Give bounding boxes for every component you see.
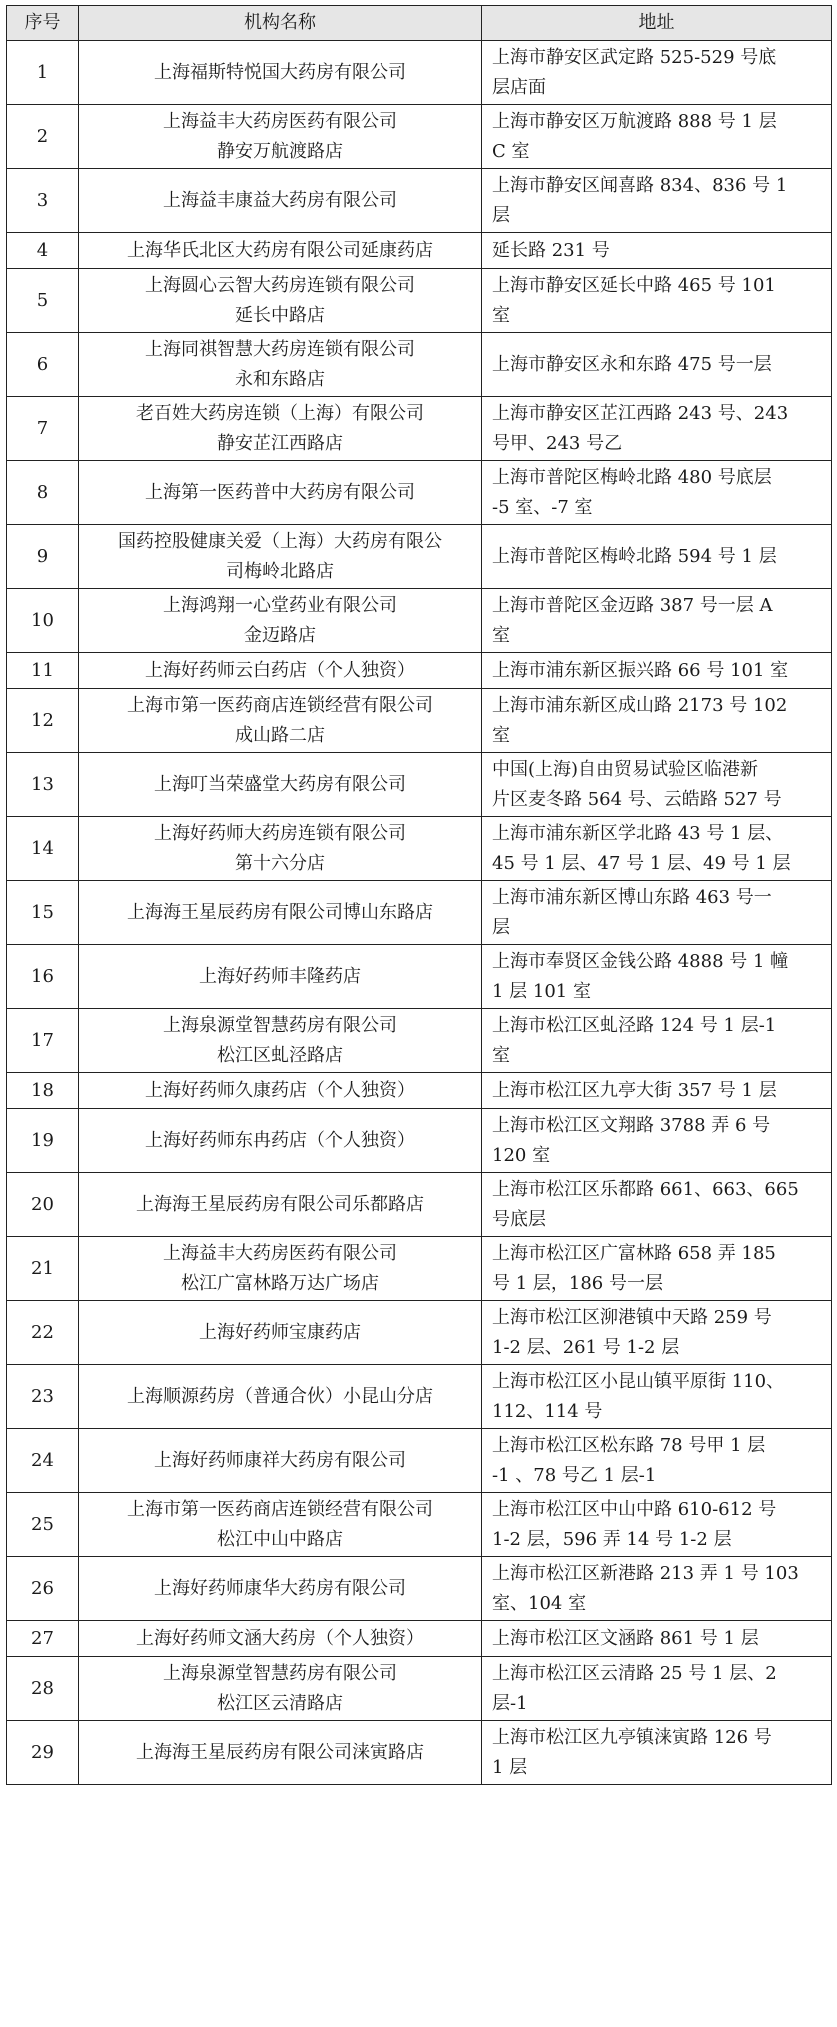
institution-name	[79, 753, 482, 817]
table-body	[7, 41, 832, 1785]
table-row	[7, 945, 832, 1009]
row-number: 13	[7, 753, 79, 817]
institution-name-line: 延长中路店	[235, 304, 325, 326]
row-number: 29	[7, 1721, 79, 1785]
institution-name-line: 上海鸿翔一心堂药业有限公司	[163, 594, 397, 616]
institution-name-line: 上海好药师云白药店（个人独资）	[145, 659, 415, 681]
row-number: 6	[7, 333, 79, 397]
institution-name-line: 金迈路店	[244, 624, 316, 646]
header-no: 序号	[7, 6, 79, 41]
address-line: 上海市松江区九亭镇涞寅路 126 号	[492, 1726, 772, 1748]
table-row	[7, 1009, 832, 1073]
address	[482, 1657, 832, 1721]
address	[482, 169, 832, 233]
table-row	[7, 233, 832, 269]
table-row	[7, 753, 832, 817]
address	[482, 817, 832, 881]
institution-name	[79, 525, 482, 589]
address-line: 上海市普陀区梅岭北路 594 号 1 层	[492, 545, 777, 567]
address-line: 上海市静安区芷江西路 243 号、243	[492, 402, 789, 424]
address-line: 上海市奉贤区金钱公路 4888 号 1 幢	[492, 950, 789, 972]
institution-name	[79, 817, 482, 881]
address-line: 上海市松江区虬泾路 124 号 1 层-1	[492, 1014, 777, 1036]
institution-name-line: 上海海王星辰药房有限公司涞寅路店	[136, 1741, 424, 1763]
table-row	[7, 1237, 832, 1301]
table-row	[7, 1657, 832, 1721]
institution-name-line: 上海第一医药普中大药房有限公司	[145, 481, 415, 503]
institution-name	[79, 169, 482, 233]
institution-name-line: 第十六分店	[235, 852, 325, 874]
row-number: 26	[7, 1557, 79, 1621]
institution-name-line: 上海海王星辰药房有限公司乐都路店	[136, 1193, 424, 1215]
institution-name-line: 上海好药师丰隆药店	[199, 965, 361, 987]
address	[482, 689, 832, 753]
institution-name-line: 上海好药师大药房连锁有限公司	[154, 822, 406, 844]
row-number: 25	[7, 1493, 79, 1557]
address-line: 中国(上海)自由贸易试验区临港新	[492, 758, 759, 780]
row-number: 5	[7, 269, 79, 333]
address	[482, 1073, 832, 1109]
institution-name-line: 上海益丰康益大药房有限公司	[163, 189, 397, 211]
row-number: 15	[7, 881, 79, 945]
institution-name-line: 上海好药师久康药店（个人独资）	[145, 1079, 415, 1101]
table-row	[7, 1109, 832, 1173]
institution-name-line: 上海福斯特悦国大药房有限公司	[154, 61, 406, 83]
row-number: 22	[7, 1301, 79, 1365]
institution-name-line: 松江区云清路店	[217, 1692, 343, 1714]
address-line: 室、104 室	[492, 1592, 587, 1614]
address	[482, 945, 832, 1009]
address-line: 1-2 层，596 弄 14 号 1-2 层	[492, 1528, 732, 1550]
address-line: 上海市松江区广富林路 658 弄 185	[492, 1242, 776, 1264]
table-row	[7, 589, 832, 653]
institution-name	[79, 1301, 482, 1365]
address-line: 上海市静安区延长中路 465 号 101	[492, 274, 776, 296]
address	[482, 233, 832, 269]
address-line: 上海市静安区万航渡路 888 号 1 层	[492, 110, 777, 132]
address-line: 上海市静安区永和东路 475 号一层	[492, 353, 772, 375]
address	[482, 1301, 832, 1365]
institution-name-line: 静安万航渡路店	[217, 140, 343, 162]
institution-name	[79, 1009, 482, 1073]
institution-name	[79, 461, 482, 525]
address-line: 号甲、243 号乙	[492, 432, 623, 454]
institution-name	[79, 269, 482, 333]
institution-name-line: 上海市第一医药商店连锁经营有限公司	[127, 694, 433, 716]
address-line: 上海市松江区文翔路 3788 弄 6 号	[492, 1114, 771, 1136]
row-number: 17	[7, 1009, 79, 1073]
row-number: 12	[7, 689, 79, 753]
address	[482, 881, 832, 945]
row-number: 14	[7, 817, 79, 881]
institution-name	[79, 1237, 482, 1301]
row-number: 7	[7, 397, 79, 461]
table-row	[7, 1721, 832, 1785]
address	[482, 1237, 832, 1301]
address	[482, 753, 832, 817]
row-number: 3	[7, 169, 79, 233]
address-line: 片区麦冬路 564 号、云皓路 527 号	[492, 788, 782, 810]
institution-name-line: 上海益丰大药房医药有限公司	[163, 110, 397, 132]
address	[482, 653, 832, 689]
row-number: 16	[7, 945, 79, 1009]
table-row	[7, 169, 832, 233]
address-line: 上海市松江区文涵路 861 号 1 层	[492, 1627, 759, 1649]
institution-name-line: 上海好药师文涵大药房（个人独资）	[136, 1627, 424, 1649]
address-line: 112、114 号	[492, 1400, 603, 1422]
row-number: 18	[7, 1073, 79, 1109]
address-line: 层店面	[492, 76, 546, 98]
institution-name-line: 上海顺源药房（普通合伙）小昆山分店	[127, 1385, 433, 1407]
institution-name-line: 永和东路店	[235, 368, 325, 390]
institution-name	[79, 1073, 482, 1109]
institution-name-line: 上海市第一医药商店连锁经营有限公司	[127, 1498, 433, 1520]
institution-name	[79, 1173, 482, 1237]
institution-name-line: 成山路二店	[235, 724, 325, 746]
institution-name	[79, 1429, 482, 1493]
table-row	[7, 1301, 832, 1365]
row-number: 19	[7, 1109, 79, 1173]
address-line: 上海市浦东新区成山路 2173 号 102	[492, 694, 788, 716]
address-line: 上海市松江区泖港镇中天路 259 号	[492, 1306, 772, 1328]
table-row	[7, 105, 832, 169]
header-address: 地址	[482, 6, 832, 41]
address-line: 上海市松江区九亭大街 357 号 1 层	[492, 1079, 777, 1101]
address-line: 号底层	[492, 1208, 546, 1230]
row-number: 21	[7, 1237, 79, 1301]
address	[482, 1621, 832, 1657]
address-line: 120 室	[492, 1144, 551, 1166]
table-row	[7, 41, 832, 105]
address-line: 层-1	[492, 1692, 528, 1714]
address-line: 1 层 101 室	[492, 980, 591, 1002]
institution-name	[79, 1621, 482, 1657]
row-number: 23	[7, 1365, 79, 1429]
institution-name-line: 上海叮当荣盛堂大药房有限公司	[154, 773, 406, 795]
address-line: 上海市松江区乐都路 661、663、665	[492, 1178, 799, 1200]
address-line: 1-2 层、261 号 1-2 层	[492, 1336, 680, 1358]
table-row	[7, 689, 832, 753]
institution-name	[79, 105, 482, 169]
address-line: 层	[492, 204, 510, 226]
table-row	[7, 333, 832, 397]
address	[482, 105, 832, 169]
row-number: 11	[7, 653, 79, 689]
institution-name-line: 上海华氏北区大药房有限公司延康药店	[127, 239, 433, 261]
address	[482, 41, 832, 105]
institution-name-line: 上海好药师宝康药店	[199, 1321, 361, 1343]
address	[482, 1365, 832, 1429]
address	[482, 1557, 832, 1621]
address	[482, 1493, 832, 1557]
institution-name-line: 松江区虬泾路店	[217, 1044, 343, 1066]
address	[482, 269, 832, 333]
address	[482, 333, 832, 397]
institution-name-line: 上海圆心云智大药房连锁有限公司	[145, 274, 415, 296]
table-row	[7, 881, 832, 945]
institution-name	[79, 689, 482, 753]
address-line: 45 号 1 层、47 号 1 层、49 号 1 层	[492, 852, 791, 874]
row-number: 20	[7, 1173, 79, 1237]
institution-name	[79, 945, 482, 1009]
institution-name-line: 上海好药师东冉药店（个人独资）	[145, 1129, 415, 1151]
row-number: 1	[7, 41, 79, 105]
address-line: 层	[492, 916, 510, 938]
table-row	[7, 653, 832, 689]
address-line: 上海市普陀区金迈路 387 号一层 A	[492, 594, 773, 616]
address-line: 上海市松江区中山中路 610-612 号	[492, 1498, 777, 1520]
institution-name	[79, 1493, 482, 1557]
address-line: C 室	[492, 140, 530, 162]
institution-name-line: 松江广富林路万达广场店	[181, 1272, 379, 1294]
address-line: 上海市松江区新港路 213 弄 1 号 103	[492, 1562, 799, 1584]
address-line: -1 、78 号乙 1 层-1	[492, 1464, 657, 1486]
institution-name-line: 上海好药师康祥大药房有限公司	[154, 1449, 406, 1471]
institution-name	[79, 233, 482, 269]
institution-name-line: 司梅岭北路店	[226, 560, 334, 582]
address-line: 上海市松江区云清路 25 号 1 层、2	[492, 1662, 777, 1684]
institution-name	[79, 1109, 482, 1173]
address-line: 延长路 231 号	[492, 239, 610, 261]
table-row	[7, 525, 832, 589]
address	[482, 1009, 832, 1073]
institution-name	[79, 397, 482, 461]
address-line: 上海市浦东新区振兴路 66 号 101 室	[492, 659, 789, 681]
table-row	[7, 1073, 832, 1109]
address-line: 室	[492, 304, 510, 326]
address	[482, 1109, 832, 1173]
address-line: 上海市普陀区梅岭北路 480 号底层	[492, 466, 772, 488]
address-line: 室	[492, 724, 510, 746]
table-row	[7, 1365, 832, 1429]
institution-name-line: 松江中山中路店	[217, 1528, 343, 1550]
institution-name	[79, 333, 482, 397]
institution-name	[79, 1657, 482, 1721]
address-line: 上海市静安区武定路 525-529 号底	[492, 46, 777, 68]
table-row	[7, 817, 832, 881]
row-number: 2	[7, 105, 79, 169]
table-row	[7, 1429, 832, 1493]
address	[482, 461, 832, 525]
institution-name-line: 静安芷江西路店	[217, 432, 343, 454]
pharmacy-table	[6, 5, 832, 1785]
table-row	[7, 1493, 832, 1557]
address	[482, 1173, 832, 1237]
address-line: -5 室、-7 室	[492, 496, 593, 518]
table-row	[7, 1173, 832, 1237]
address-line: 上海市松江区松东路 78 号甲 1 层	[492, 1434, 766, 1456]
institution-name-line: 上海海王星辰药房有限公司博山东路店	[127, 901, 433, 923]
address-line: 号 1 层，186 号一层	[492, 1272, 663, 1294]
address	[482, 1721, 832, 1785]
institution-name-line: 上海泉源堂智慧药房有限公司	[163, 1014, 397, 1036]
row-number: 27	[7, 1621, 79, 1657]
address-line: 上海市浦东新区博山东路 463 号一	[492, 886, 772, 908]
address	[482, 397, 832, 461]
address-line: 上海市松江区小昆山镇平原街 110、	[492, 1370, 785, 1392]
table-row	[7, 1557, 832, 1621]
institution-name	[79, 41, 482, 105]
header-name: 机构名称	[79, 6, 482, 41]
institution-name	[79, 881, 482, 945]
row-number: 10	[7, 589, 79, 653]
institution-name-line: 国药控股健康关爱（上海）大药房有限公	[118, 530, 442, 552]
institution-name	[79, 653, 482, 689]
table-header-row	[7, 6, 832, 41]
row-number: 28	[7, 1657, 79, 1721]
row-number: 24	[7, 1429, 79, 1493]
row-number: 4	[7, 233, 79, 269]
address-line: 上海市浦东新区学北路 43 号 1 层、	[492, 822, 784, 844]
institution-name	[79, 1365, 482, 1429]
institution-name-line: 老百姓大药房连锁（上海）有限公司	[136, 402, 424, 424]
address-line: 上海市静安区闻喜路 834、836 号 1	[492, 174, 788, 196]
address	[482, 525, 832, 589]
address-line: 室	[492, 1044, 510, 1066]
institution-name-line: 上海泉源堂智慧药房有限公司	[163, 1662, 397, 1684]
address	[482, 1429, 832, 1493]
institution-name-line: 上海益丰大药房医药有限公司	[163, 1242, 397, 1264]
address-line: 室	[492, 624, 510, 646]
row-number: 9	[7, 525, 79, 589]
table-row	[7, 1621, 832, 1657]
institution-name	[79, 1557, 482, 1621]
address	[482, 589, 832, 653]
address-line: 1 层	[492, 1756, 528, 1778]
institution-name	[79, 1721, 482, 1785]
table-row	[7, 461, 832, 525]
row-number: 8	[7, 461, 79, 525]
institution-name-line: 上海好药师康华大药房有限公司	[154, 1577, 406, 1599]
table-row	[7, 397, 832, 461]
institution-name	[79, 589, 482, 653]
table-row	[7, 269, 832, 333]
institution-name-line: 上海同祺智慧大药房连锁有限公司	[145, 338, 415, 360]
